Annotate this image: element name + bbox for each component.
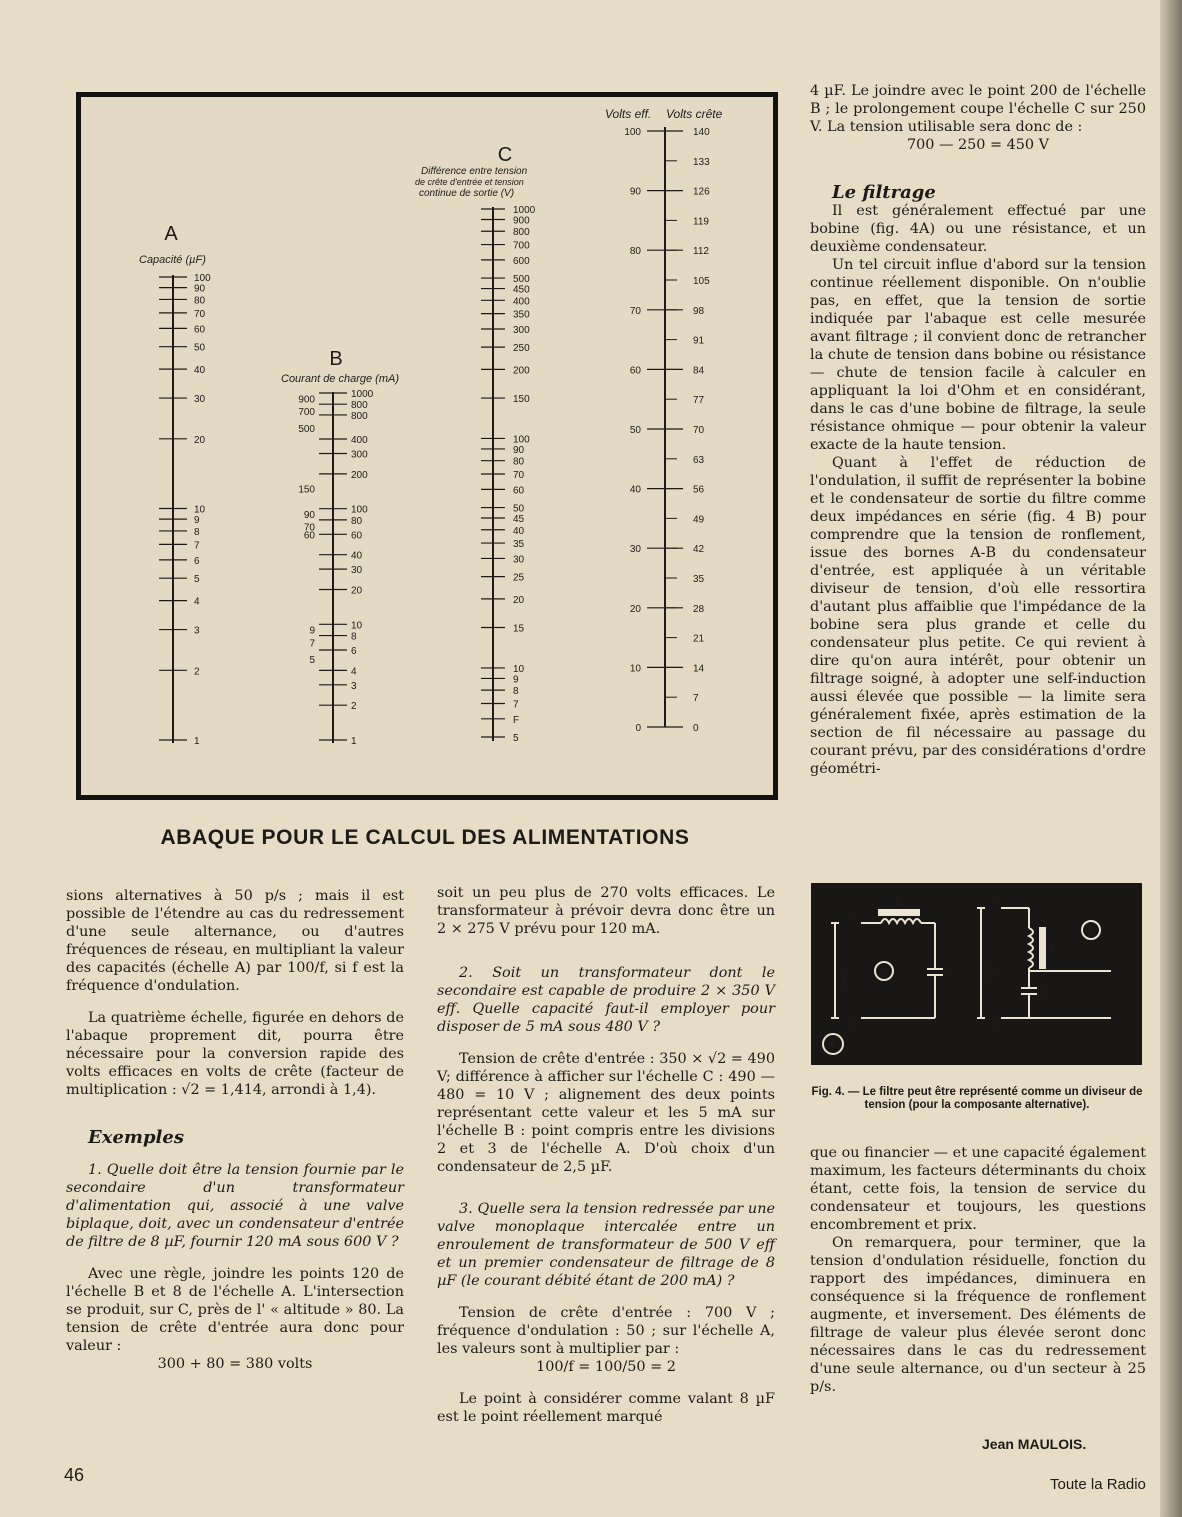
scale-volts-eff-label: 70 bbox=[629, 305, 641, 317]
scale-volts-crete-label: 105 bbox=[693, 276, 710, 287]
scale-c-tick-label: 20 bbox=[513, 594, 525, 606]
scale-volts-crete-label: 77 bbox=[693, 395, 705, 407]
scale-c-tick-label: 9 bbox=[513, 674, 519, 686]
scale-volts-eff-label: 20 bbox=[629, 603, 641, 615]
scale-b-tick-label: 6 bbox=[351, 645, 357, 657]
col2-paragraph-1: soit un peu plus de 270 volts efficaces. Le transformateur à prévoir devra donc être un 2 × 275 V prévu pour 120 mA. bbox=[437, 885, 775, 937]
scale-c-tick-label: 8 bbox=[513, 686, 519, 698]
scale-c-label-3: continue de sortie (V) bbox=[419, 188, 515, 199]
scale-volts-crete-label: 49 bbox=[693, 514, 705, 526]
scale-b-left-label: 90 bbox=[303, 509, 315, 521]
scale-volts-crete-label: 56 bbox=[693, 484, 705, 496]
scale-c-tick-label: 1000 bbox=[513, 205, 536, 216]
scale-b-tick-label: 4 bbox=[351, 666, 357, 678]
scale-c-tick-label: 15 bbox=[513, 623, 525, 635]
scale-b-left-label: 60 bbox=[303, 530, 315, 542]
col2-example-3: 3. Quelle sera la tension redressée par une valve monoplaque intercalée entre un enroulement de transformateur de 500 V eff et un premier condensateur de filtrage de 8 µF (le courant débité étant de 200 mA) ? bbox=[437, 1201, 775, 1289]
col2-equation: 100/f = 100/50 = 2 bbox=[536, 1359, 676, 1375]
fig4-number: 4 bbox=[829, 1039, 836, 1051]
scale-a-tick-label: 10 bbox=[194, 504, 206, 516]
col1-paragraph-1: sions alternatives à 50 p/s ; mais il est possible de l'étendre au cas du redressement d'une seule alternance, ou d'autres fréquences de réseau, en multipliant la valeur des capacités (échelle A) par 100/f, si f est la fréquence d'ondulation. bbox=[66, 888, 404, 994]
scale-a-tick-label: 5 bbox=[194, 574, 200, 586]
scale-a-tick-label: 4 bbox=[194, 596, 200, 608]
scale-a-tick-label: 7 bbox=[194, 540, 200, 552]
scale-b-tick-label: 800 bbox=[351, 400, 368, 412]
scale-b-tick-label: 8 bbox=[351, 631, 357, 643]
scale-b-tick-label: 80 bbox=[351, 515, 363, 527]
scale-volts-crete-label: 126 bbox=[693, 186, 710, 198]
author: Jean MAULOIS. bbox=[982, 1436, 1087, 1452]
scale-c-tick-label: 250 bbox=[513, 343, 530, 355]
scale-a-label: Capacité (µF) bbox=[139, 254, 206, 266]
scale-b-tick-label: 30 bbox=[351, 565, 363, 577]
scale-b-left-label: 900 bbox=[298, 394, 315, 406]
scale-c-letter: C bbox=[497, 144, 513, 166]
scale-b-tick-label: 200 bbox=[351, 469, 368, 481]
scale-c-tick-label: 350 bbox=[513, 309, 530, 321]
scale-a-tick-label: 9 bbox=[194, 515, 200, 527]
scale-c-tick-label: 900 bbox=[513, 215, 530, 227]
scale-c-tick-label: 25 bbox=[513, 572, 525, 584]
fig4b-label-c: C bbox=[1041, 988, 1049, 1000]
scale-a-tick-label: 70 bbox=[194, 308, 206, 320]
scale-c-tick-label: 800 bbox=[513, 227, 530, 239]
fig4-voltage-label: V+dv bbox=[840, 967, 852, 993]
scale-b-tick-label: 20 bbox=[351, 585, 363, 597]
scale-c-tick-label: 300 bbox=[513, 324, 530, 336]
scale-c-tick-label: 90 bbox=[513, 444, 525, 456]
scale-volts-crete-label: 14 bbox=[693, 663, 705, 675]
scale-c-tick-label: 45 bbox=[513, 514, 525, 526]
scale-volts-eff-label: 60 bbox=[629, 365, 641, 377]
scale-b-tick-label: 60 bbox=[351, 530, 363, 542]
col3-paragraph-2: Il est généralement effectué par une bobine (fig. 4A) ou une résistance, et un deuxième condensateur. bbox=[810, 203, 1146, 255]
col3-paragraph-5: que ou financier — et une capacité également maximum, les facteurs déterminants du choix étant, cette fois, la tension de service du condensateur et toujours, les questions encombrement et prix. bbox=[810, 1145, 1146, 1233]
column-1 bbox=[66, 887, 404, 1373]
scale-volts-crete-label: 7 bbox=[693, 693, 699, 705]
col1-paragraph-4: Avec une règle, joindre les points 120 de l'échelle B et 8 de l'échelle A. L'intersection se produit, sur C, près de l' « altitude » 80. La tension de crête d'entrée aura donc pour valeur : bbox=[66, 1266, 404, 1354]
scale-c-tick-label: 450 bbox=[513, 284, 530, 296]
figure-4-filter-diagram bbox=[811, 883, 1142, 1065]
column-2 bbox=[437, 884, 775, 1426]
scale-c-tick-label: 100 bbox=[513, 434, 530, 446]
scale-volts-eff-label: 100 bbox=[624, 127, 641, 138]
filtrage-heading: Le filtrage bbox=[832, 182, 936, 203]
col3-paragraph-3: Un tel circuit influe d'abord sur la tension continue réellement disponible. On n'oublie pas, en effet, que la tension de sortie indiquée par l'abaque est celle mesurée avant filtrage ; il convient donc de retrancher la chute de tension dans bobine ou résistance — chute de tension facile à calculer en appliquant la loi d'Ohm et en considérant, dans le cas d'une bobine de filtrage, la seule résistance ohmique — pour obtenir la valeur exacte de la haute tension. bbox=[810, 257, 1146, 453]
col3-equation: 700 — 250 = 450 V bbox=[906, 137, 1050, 153]
scale-a-tick-label: 2 bbox=[194, 666, 200, 678]
fig4-label-b: B bbox=[849, 1020, 857, 1032]
scale-b-tick-label: 300 bbox=[351, 449, 368, 461]
scale-volts-crete-label: 70 bbox=[693, 425, 705, 436]
scale-a-tick-label: 30 bbox=[194, 394, 206, 406]
col1-equation: 300 + 80 = 380 volts bbox=[157, 1356, 313, 1372]
scale-c-tick-label: 150 bbox=[513, 394, 530, 406]
scale-b-tick-label: 10 bbox=[351, 620, 363, 632]
scale-a-tick-label: 60 bbox=[194, 324, 206, 336]
fig4-circle-b: B bbox=[1087, 925, 1095, 937]
scale-c-tick-label: 80 bbox=[513, 456, 525, 468]
scale-volts-eff-label: 40 bbox=[629, 484, 641, 496]
volts-scale-header bbox=[600, 104, 740, 138]
scale-b bbox=[281, 348, 399, 747]
scale-b-label: Courant de charge (mA) bbox=[281, 373, 399, 385]
scale-b-tick-label: 800 bbox=[351, 410, 368, 422]
col2-paragraph-3: Tension de crête d'entrée : 350 × √2 = 490 V; différence à afficher sur l'échelle C : 490 — 480 = 10 V ; alignement des deux points représentant cette valeur et les 5 mA sur l'échelle B : point compris entre les divisions 2 et 3 de l'échelle A. D'où choix d'un condensateur de 2,5 µF. bbox=[437, 1051, 775, 1175]
scale-volts-crete-label: 21 bbox=[693, 633, 705, 645]
scale-a-letter: A bbox=[164, 223, 178, 245]
fig4-circle-a: A bbox=[880, 966, 888, 978]
scale-volts-eff-label: 10 bbox=[629, 663, 641, 675]
scale-c-tick-label: 600 bbox=[513, 255, 530, 267]
col2-paragraph-5: Tension de crête d'entrée : 700 V ; fréquence d'ondulation : 50 ; sur l'échelle A, les valeurs sont à multiplier par : bbox=[437, 1305, 775, 1357]
scale-volts-eff-label: 80 bbox=[629, 246, 641, 258]
scale-c-tick-label: 30 bbox=[513, 554, 525, 566]
scale-a-tick-label: 40 bbox=[194, 365, 206, 377]
scale-b-tick-label: 1 bbox=[351, 736, 357, 747]
col2-example-2: 2. Soit un transformateur dont le secondaire est capable de produire 2 × 350 V eff. Quelle capacité faut-il employer pour disposer de 5 mA sous 480 V ? bbox=[437, 965, 775, 1035]
scale-b-left-label: 5 bbox=[309, 655, 315, 667]
fig4b-voltage-label: V+dv bbox=[986, 962, 998, 988]
scale-c-label-2: de crête d'entrée et tension bbox=[415, 177, 524, 187]
scale-b-left-label: 500 bbox=[298, 423, 315, 435]
col3-paragraph-4: Quant à l'effet de réduction de l'ondulation, il suffit de représenter la bobine et le condensateur de sortie du filtre comme deux impédances en série (fig. 4 B) pour comprendre que la tension de ronflement, issue des bornes A-B du condensateur d'entrée, est appliquée à un véritable diviseur de tension, d'où elle ressortira d'autant plus affaiblie que l'impédance de la bobine sera plus grande et celle du condensateur plus petite. Ce qui revient à dire qu'on aura intérêt, pour obtenir un filtrage soigné, à adopter une self-induction aussi élevée que possible — la limite sera généralement fixée, après estimation de la section de fil nécessaire au passage du courant prévu, par des considérations d'ordre géométri- bbox=[810, 455, 1146, 777]
col1-paragraph-2: La quatrième échelle, figurée en dehors de l'abaque proprement dit, pourra être nécessaire pour la conversion rapide des volts efficaces en volts de crête (facteur de multiplication : √2 = 1,414, arrondi à 1,4). bbox=[66, 1010, 404, 1098]
scale-c-tick-label: 200 bbox=[513, 365, 530, 377]
scale-volts-crete-label: 140 bbox=[693, 127, 710, 138]
scale-volts-crete-label: 112 bbox=[693, 246, 709, 258]
scale-volts-crete-label: 133 bbox=[693, 156, 710, 168]
magazine-name: Toute la Radio bbox=[1050, 1476, 1146, 1493]
col2-paragraph-6: Le point à considérer comme valant 8 µF est le point réellement marqué bbox=[437, 1391, 775, 1425]
page-edge-shadow bbox=[1160, 0, 1182, 1517]
scale-volts-crete-label: 35 bbox=[693, 574, 705, 585]
scale-b-tick-label: 40 bbox=[351, 550, 363, 562]
scale-volts-eff-label: 30 bbox=[629, 544, 641, 556]
scale-c-tick-label: 400 bbox=[513, 296, 530, 308]
fig4-label-a: A bbox=[849, 910, 857, 922]
scale-b-left-label: 9 bbox=[309, 625, 315, 637]
scale-b-left-label: 150 bbox=[298, 484, 315, 496]
scale-b-tick-label: 2 bbox=[351, 701, 357, 713]
scale-a-tick-label: 50 bbox=[194, 342, 206, 354]
scale-volts-eff-label: 90 bbox=[629, 186, 641, 198]
volts-eff-label: Volts eff. bbox=[605, 107, 652, 121]
scale-volts bbox=[624, 127, 710, 734]
scale-b-tick-label: 400 bbox=[351, 435, 368, 447]
scale-a-tick-label: 8 bbox=[194, 526, 200, 538]
scale-c-tick-label: 7 bbox=[513, 699, 519, 711]
scale-c-tick-label: 35 bbox=[513, 539, 525, 551]
scale-volts-crete-label: 119 bbox=[693, 216, 709, 228]
scale-c-tick-label: 60 bbox=[513, 485, 525, 497]
page-number: 46 bbox=[64, 1465, 85, 1485]
fig4-label-l: L bbox=[895, 896, 902, 908]
scale-volts-crete-label: 63 bbox=[693, 454, 705, 466]
scale-volts-eff-label: 50 bbox=[629, 425, 641, 436]
scale-volts-crete-label: 0 bbox=[693, 723, 699, 734]
scale-b-left-label: 7 bbox=[309, 638, 315, 650]
figure-4-caption: Fig. 4. — Le filtre peut être représenté comme un diviseur de tension (pour la composante alternative). bbox=[811, 1086, 1143, 1111]
scale-a-tick-label: 20 bbox=[194, 434, 206, 446]
column-3-top bbox=[810, 82, 1146, 778]
fig4b-label-a: A bbox=[994, 894, 1002, 906]
scale-a-tick-label: 1 bbox=[194, 736, 200, 747]
scale-b-left-label: 700 bbox=[298, 406, 315, 418]
exemples-heading: Exemples bbox=[88, 1127, 184, 1148]
scale-b-left-label: 70 bbox=[303, 522, 315, 534]
scale-c-tick-label: 500 bbox=[513, 274, 530, 286]
scale-c-tick-label: 70 bbox=[513, 470, 525, 482]
scale-c-tick-label: 700 bbox=[513, 240, 530, 252]
scale-b-tick-label: 3 bbox=[351, 680, 357, 692]
abaque-title: ABAQUE POUR LE CALCUL DES ALIMENTATIONS bbox=[160, 826, 690, 849]
scale-a-tick-label: 3 bbox=[194, 625, 200, 637]
scale-b-letter: B bbox=[329, 348, 343, 370]
scale-volts-crete-label: 91 bbox=[693, 335, 705, 347]
scale-b-tick-label: 1000 bbox=[351, 389, 374, 400]
nomogram bbox=[81, 97, 773, 795]
scale-volts-crete-label: 42 bbox=[693, 544, 705, 556]
column-3-bottom bbox=[810, 1144, 1146, 1396]
scale-volts-eff-label: 0 bbox=[635, 723, 641, 734]
scale-b-tick-label: 100 bbox=[351, 504, 368, 516]
scale-c-tick-label: 40 bbox=[513, 525, 525, 537]
scale-volts-crete-label: 28 bbox=[693, 603, 705, 615]
scale-a bbox=[139, 223, 211, 747]
col3-paragraph-6: On remarquera, pour terminer, que la tension d'ondulation résiduelle, fonction du rapport des impédances, diminuera en conséquence si la fréquence de ronflement augmente, et inversement. Des éléments de filtrage de valeur plus élevée seront donc nécessaires dans le cas du redressement d'une seule alternance, ou d'un secteur à 25 p/s. bbox=[810, 1235, 1146, 1395]
scale-a-tick-label: 100 bbox=[194, 273, 211, 284]
volts-crete-label: Volts crête bbox=[666, 107, 723, 121]
scale-a-tick-label: 80 bbox=[194, 295, 206, 307]
fig4b-label-l: L bbox=[1049, 944, 1056, 956]
scale-volts-crete-label: 98 bbox=[693, 305, 705, 317]
abaque-frame bbox=[76, 92, 778, 800]
scale-c-tick-label: 5 bbox=[513, 733, 519, 744]
scale-c-label-1: Différence entre tension bbox=[421, 166, 528, 177]
col3-paragraph-1: 4 µF. Le joindre avec le point 200 de l'échelle B ; le prolongement coupe l'échelle C sur 250 V. La tension utilisable sera donc de : bbox=[810, 83, 1146, 135]
scale-c-tick-label: 10 bbox=[513, 663, 525, 675]
fig4b-label-b: B bbox=[994, 1020, 1002, 1032]
fig4-label-c: C bbox=[947, 966, 955, 978]
scale-c-tick-label: 50 bbox=[513, 503, 525, 515]
scale-a-tick-label: 6 bbox=[194, 555, 200, 567]
scale-c bbox=[415, 144, 536, 744]
scale-c-tick-label: F bbox=[513, 714, 520, 726]
scale-volts-crete-label: 84 bbox=[693, 365, 705, 377]
col1-example-1: 1. Quelle doit être la tension fournie par le secondaire d'un transformateur d'alimentation qui, associé à une valve biplaque, doit, avec un condensateur d'entrée de filtre de 8 µF, fournir 120 mA sous 600 V ? bbox=[66, 1162, 404, 1250]
scale-a-tick-label: 90 bbox=[194, 283, 206, 295]
